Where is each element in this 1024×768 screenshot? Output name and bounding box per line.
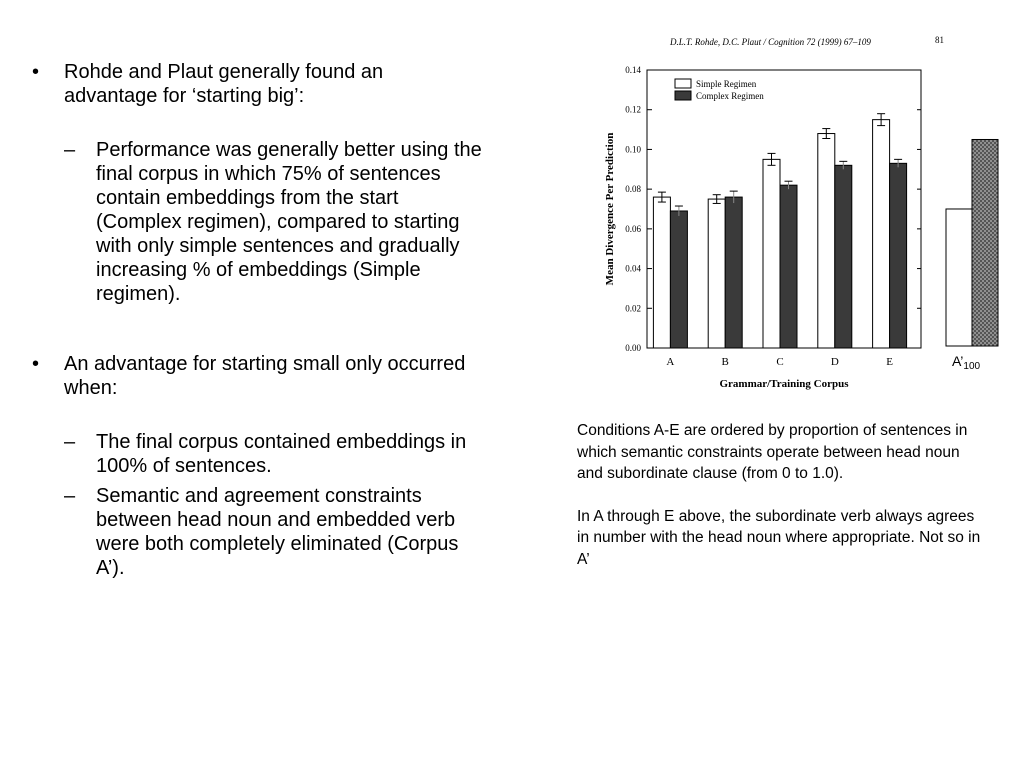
x-tick-label: B	[721, 356, 729, 368]
legend	[675, 79, 764, 101]
x-axis-label: Grammar/Training Corpus	[719, 378, 849, 390]
bullet-glyph: •	[32, 353, 40, 375]
bar-simple	[653, 197, 670, 348]
bars	[653, 114, 906, 368]
bar-simple	[818, 134, 835, 348]
legend-label: Simple Regimen	[696, 79, 757, 89]
a-prime-bars	[940, 130, 1020, 380]
dash-glyph: –	[64, 431, 76, 453]
bar-complex	[670, 211, 687, 348]
legend-label: Complex Regimen	[696, 91, 764, 101]
bar-simple	[873, 120, 890, 348]
y-tick-label: 0.12	[625, 104, 641, 115]
bar-complex	[835, 165, 852, 348]
a-prime-bar-complex	[972, 139, 998, 346]
bullet-text: An advantage for starting small only occurred when:	[64, 353, 466, 399]
x-tick-label: C	[776, 356, 784, 368]
bullet-item	[32, 60, 482, 108]
y-tick-label: 0.06	[625, 223, 641, 234]
sub-bullet-text: Performance was generally better using the final corpus in which 75% of sentences contain embeddings from the start (Complex regimen), compared to starting with only simple sentences and gradually increasing % of embeddings (Simple regimen).	[96, 139, 482, 305]
y-tick-label: 0.00	[625, 343, 641, 353]
slide-text	[32, 60, 482, 586]
dash-glyph: –	[64, 485, 76, 507]
caption-paragraph: In A through E above, the subordinate verb always agrees in number with the head noun where appropriate. Not so in A’	[577, 507, 981, 568]
caption	[577, 420, 987, 570]
y-tick-label: 0.08	[625, 184, 641, 195]
y-tick-label: 0.10	[625, 144, 641, 155]
caption-paragraph: Conditions A-E are ordered by proportion of sentences in which semantic constraints operate between head noun and subordinate clause (from 0 to 1.0).	[577, 422, 968, 482]
citation: D.L.T. Rohde, D.C. Plaut / Cognition 72 (1999) 67–109	[670, 37, 871, 47]
bullet-item	[32, 352, 482, 400]
bar-simple	[763, 159, 780, 348]
sub-bullet-item	[64, 484, 482, 580]
y-axis-label: Mean Divergence Per Prediction	[604, 132, 616, 286]
y-tick-label: 0.02	[625, 303, 641, 314]
legend-swatch	[675, 79, 691, 88]
a-prime-label-main: A’	[952, 353, 964, 369]
page-number: 81	[935, 35, 944, 45]
y-tick-label: 0.04	[625, 263, 641, 274]
bar-chart	[595, 30, 945, 390]
bar-simple	[708, 199, 725, 348]
x-tick-label: A	[666, 356, 675, 368]
a-prime-bar-group	[946, 139, 998, 346]
x-tick-label: E	[886, 356, 893, 368]
sub-bullet-item	[64, 430, 482, 478]
a-prime-bar-simple	[946, 209, 972, 346]
a-prime-label-sub: 100	[963, 361, 981, 372]
bullet-glyph: •	[32, 61, 40, 83]
legend-swatch	[675, 91, 691, 100]
dash-glyph: –	[64, 139, 76, 161]
sub-bullet-item	[64, 138, 482, 306]
sub-bullet-text: The final corpus contained embeddings in 100% of sentences.	[96, 431, 467, 477]
bar-complex	[890, 163, 907, 348]
a-prime-label	[952, 353, 981, 372]
bar-complex	[780, 185, 797, 348]
x-tick-label: D	[830, 356, 839, 368]
y-tick-label: 0.14	[625, 65, 641, 75]
sub-bullet-text: Semantic and agreement constraints between head noun and embedded verb were both completely eliminated (Corpus A’).	[96, 485, 459, 579]
bullet-text: Rohde and Plaut generally found an advantage for ‘starting big’:	[64, 61, 384, 107]
bar-complex	[725, 197, 742, 348]
